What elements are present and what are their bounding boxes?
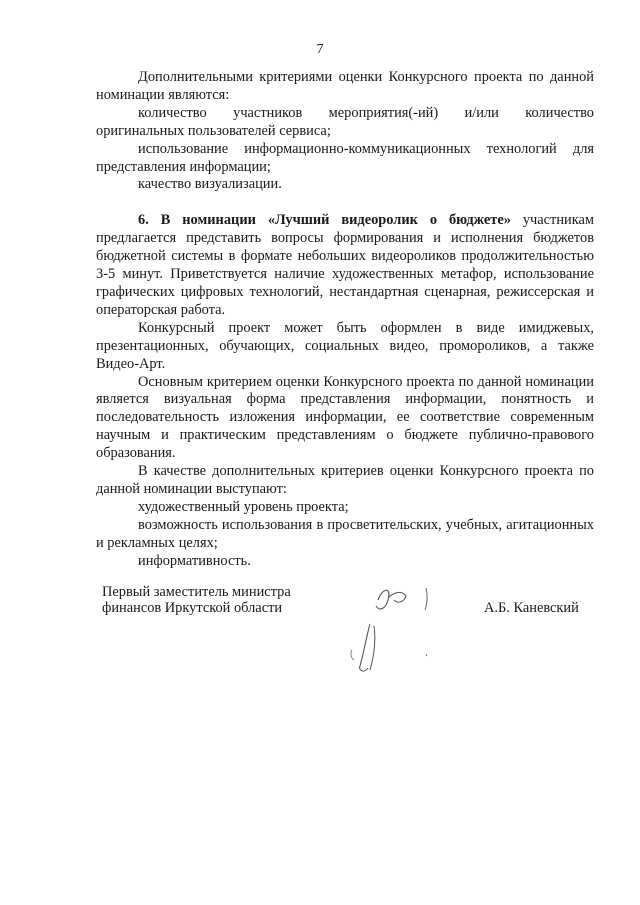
paragraph-additional-criteria: Дополнительными критериями оценки Конкурсного проекта по данной номинации являются: [96,69,594,103]
criterion-visualization: качество визуализации. [138,176,282,193]
paragraph-main-criterion: Основным критерием оценки Конкурсного проекта по данной номинации является визуальная форма представления информации, понятность и последовательность изложения информации, ее соответствие современным научным и практическим представлениям о бюджете публично-правового образования. [96,373,594,462]
handwritten-signature [330,578,440,688]
section-6-paragraph [96,212,594,319]
paragraph-project-format: Конкурсный проект может быть оформлен в виде имиджевых, презентационных, обучающих, социальных видео, промороликов, а также Видео-Арт. [96,319,594,372]
criterion-usability: возможность использования в просветительских, учебных, агитационных и рекламных целях; [96,516,594,551]
paragraph-additional-criteria-2: В качестве дополнительных критериев оценки Конкурсного проекта по данной номинации выступают: [96,463,594,497]
criterion-participants: количество участников мероприятия(-ий) и/или количество оригинальных пользователей сервиса; [96,104,594,139]
section-6-heading: 6. В номинации «Лучший видеоролик о бюджете» [138,212,511,229]
document-body [96,69,594,570]
signatory-position-line-2: финансов Иркутской области [102,600,283,616]
criterion-ict: использование информационно-коммуникационных технологий для представления информации; [96,140,594,175]
signatory-position-line-1: Первый заместитель министра [102,584,291,600]
signatory-name: А.Б. Каневский [484,600,579,616]
section-gap [96,194,594,212]
criterion-artistic-level: художественный уровень проекта; [138,498,349,515]
page-number: 7 [316,42,324,57]
signatory-position [102,584,291,616]
criterion-informativeness: информативность. [138,552,251,569]
section-6-text: участникам предлагается представить вопросы формирования и исполнения бюджетов бюджетной системы в формате небольших видеороликов продолжительностью 3-5 минут. Приветствуется наличие художественных метафор, использование графических цифровых технологий, нестандартная сценарная, режиссерская и операторская работа. [96,212,595,318]
